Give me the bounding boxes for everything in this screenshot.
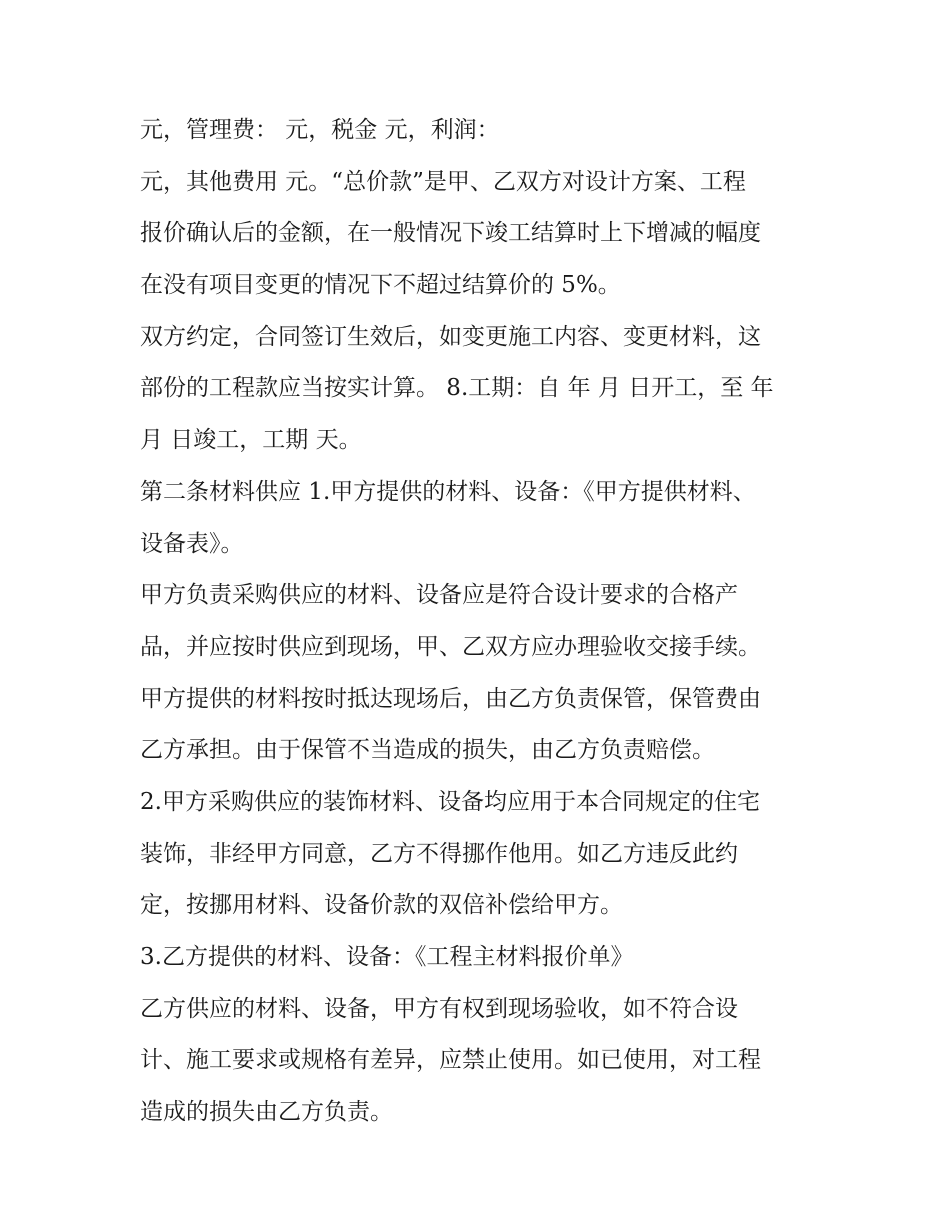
text-line-5: 双方约定，合同签订生效后，如变更施工内容、变更材料，这 [140, 323, 761, 350]
text-line-6: 部份的工程款应当按实计算。 8.工期：自 年 月 日开工，至 年 [140, 375, 774, 402]
text-line-10: 甲方负责采购供应的材料、设备应是符合设计要求的合格产 [140, 582, 738, 609]
text-line-8: 第二条材料供应 1.甲方提供的材料、设备：《甲方提供材料、 [140, 478, 756, 505]
text-line-7: 月 日竣工，工期 天。 [140, 427, 362, 454]
text-line-1: 元，管理费： 元，税金 元，利润： [140, 117, 500, 143]
text-line-13: 乙方承担。由于保管不当造成的损失，由乙方负责赔偿。 [140, 737, 715, 764]
text-line-9: 设备表》。 [140, 530, 244, 557]
text-line-12: 甲方提供的材料按时抵达现场后，由乙方负责保管，保管费由 [140, 685, 761, 712]
text-line-15: 装饰，非经甲方同意，乙方不得挪作他用。如乙方违反此约 [140, 840, 738, 867]
text-line-20: 造成的损失由乙方负责。 [140, 1099, 393, 1126]
text-line-4: 在没有项目变更的情况下不超过结算价的 5%。 [140, 272, 621, 299]
contract-body-text [140, 112, 820, 1146]
text-line-17: 3.乙方提供的材料、设备：《工程主材料报价单》 [140, 944, 634, 970]
text-line-16: 定，按挪用材料、设备价款的双倍补偿给甲方。 [140, 892, 623, 919]
text-line-3: 报价确认后的金额，在一般情况下竣工结算时上下增减的幅度 [140, 220, 761, 247]
text-line-14: 2.甲方采购供应的装饰材料、设备均应用于本合同规定的住宅 [140, 788, 760, 815]
text-line-18: 乙方供应的材料、设备，甲方有权到现场验收，如不符合设 [140, 995, 738, 1022]
text-line-11: 品，并应按时供应到现场，甲、乙双方应办理验收交接手续。 [140, 633, 761, 660]
text-line-19: 计、施工要求或规格有差异，应禁止使用。如已使用，对工程 [140, 1047, 761, 1074]
text-line-2: 元，其他费用 元。“总价款”是甲、乙双方对设计方案、工程 [140, 168, 746, 195]
